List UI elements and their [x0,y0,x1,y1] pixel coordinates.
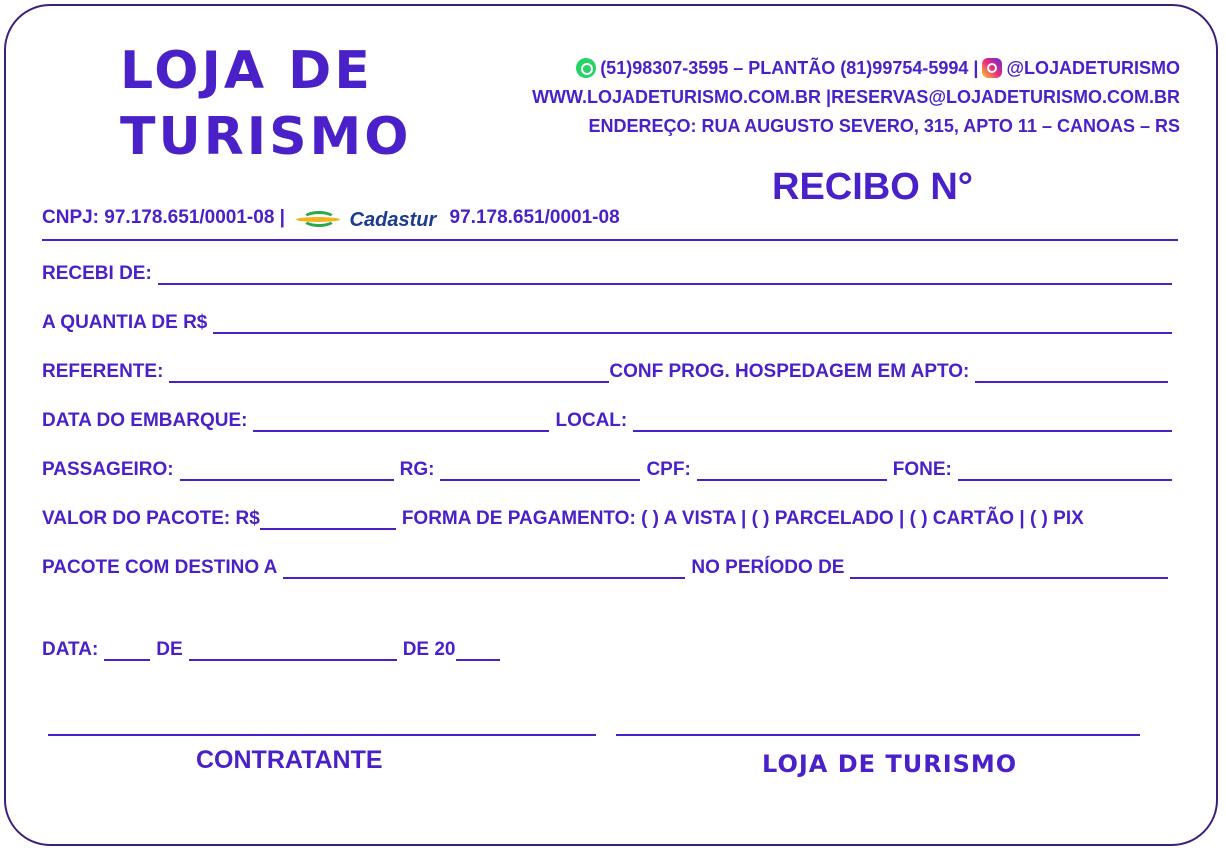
passageiro-field[interactable] [180,457,394,481]
phone-row [532,54,1180,83]
embarque-row [42,402,1178,432]
recebi-de-row [42,255,1178,285]
recebi-de-field[interactable] [158,261,1172,285]
data-year-field[interactable] [456,637,500,661]
fone-label: FONE: [892,459,952,480]
web-email-row: WWW.LOJADETURISMO.COM.BR |RESERVAS@LOJADETURISMO.COM.BR [532,87,1180,107]
whatsapp-icon [576,58,596,78]
address-row: ENDEREÇO: RUA AUGUSTO SEVERO, 315, APTO 11 – CANOAS – RS [588,116,1180,136]
passageiro-row [42,451,1178,481]
instagram-handle: @LOJADETURISMO [1006,58,1180,78]
rg-field[interactable] [440,457,640,481]
destino-row [42,549,1178,579]
data-label: DATA: [42,639,99,660]
conf-prog-field[interactable] [975,359,1168,383]
data-month-field[interactable] [189,637,397,661]
local-label: LOCAL: [555,410,628,431]
periodo-field[interactable] [850,555,1168,579]
phone-numbers: (51)98307-3595 – PLANTÃO (81)99754-5994 | [600,58,979,78]
contact-block [532,54,1180,141]
cadastur-logo [296,209,436,232]
contratante-label: CONTRATANTE [196,746,383,774]
data-day-field[interactable] [104,637,150,661]
valor-pacote-label: VALOR DO PACOTE: R$ [42,508,260,529]
cadastur-number: 97.178.651/0001-08 [449,207,620,228]
loja-signature-line[interactable] [616,734,1140,736]
valor-pacote-field[interactable] [260,506,396,530]
pacote-destino-field[interactable] [283,555,685,579]
data-row [42,631,562,661]
referente-row [42,353,1178,383]
quantia-row [42,304,1178,334]
rg-label: RG: [399,459,435,480]
cadastur-swoosh-icon [296,209,344,229]
data-de-label: DE [156,639,183,660]
data-embarque-field[interactable] [253,408,549,432]
cpf-label: CPF: [646,459,691,480]
cnpj-row [42,207,1178,241]
cnpj-label: CNPJ: 97.178.651/0001-08 | [42,207,285,228]
quantia-field[interactable] [213,310,1172,334]
recebi-de-label: RECEBI DE: [42,263,152,284]
conf-prog-label: CONF PROG. HOSPEDAGEM EM APTO: [609,361,970,382]
local-field[interactable] [633,408,1172,432]
periodo-label: NO PERÍODO DE [691,557,845,578]
fone-field[interactable] [958,457,1172,481]
valor-row [42,500,1178,530]
data-year-prefix: DE 20 [402,639,456,660]
passageiro-label: PASSAGEIRO: [42,459,174,480]
pacote-destino-label: PACOTE COM DESTINO A [42,557,278,578]
data-embarque-label: DATA DO EMBARQUE: [42,410,248,431]
referente-label: REFERENTE: [42,361,164,382]
forma-pagamento-label[interactable]: FORMA DE PAGAMENTO: ( ) A VISTA | ( ) PARCELADO | ( ) CARTÃO | ( ) PIX [401,508,1084,529]
cpf-field[interactable] [697,457,887,481]
quantia-label: A QUANTIA DE R$ [42,312,208,333]
loja-signature-label: LOJA DE TURISMO [762,750,1018,778]
instagram-icon [982,58,1002,78]
receipt-title: RECIBO N° [772,166,973,208]
logo-line-1: LOJA DE [120,41,373,101]
referente-field[interactable] [169,359,609,383]
contratante-signature-line[interactable] [48,734,596,736]
brand-logo [120,38,420,170]
logo-line-2: TURISMO [120,107,412,167]
cadastur-wordmark: Cadastur [349,209,437,231]
